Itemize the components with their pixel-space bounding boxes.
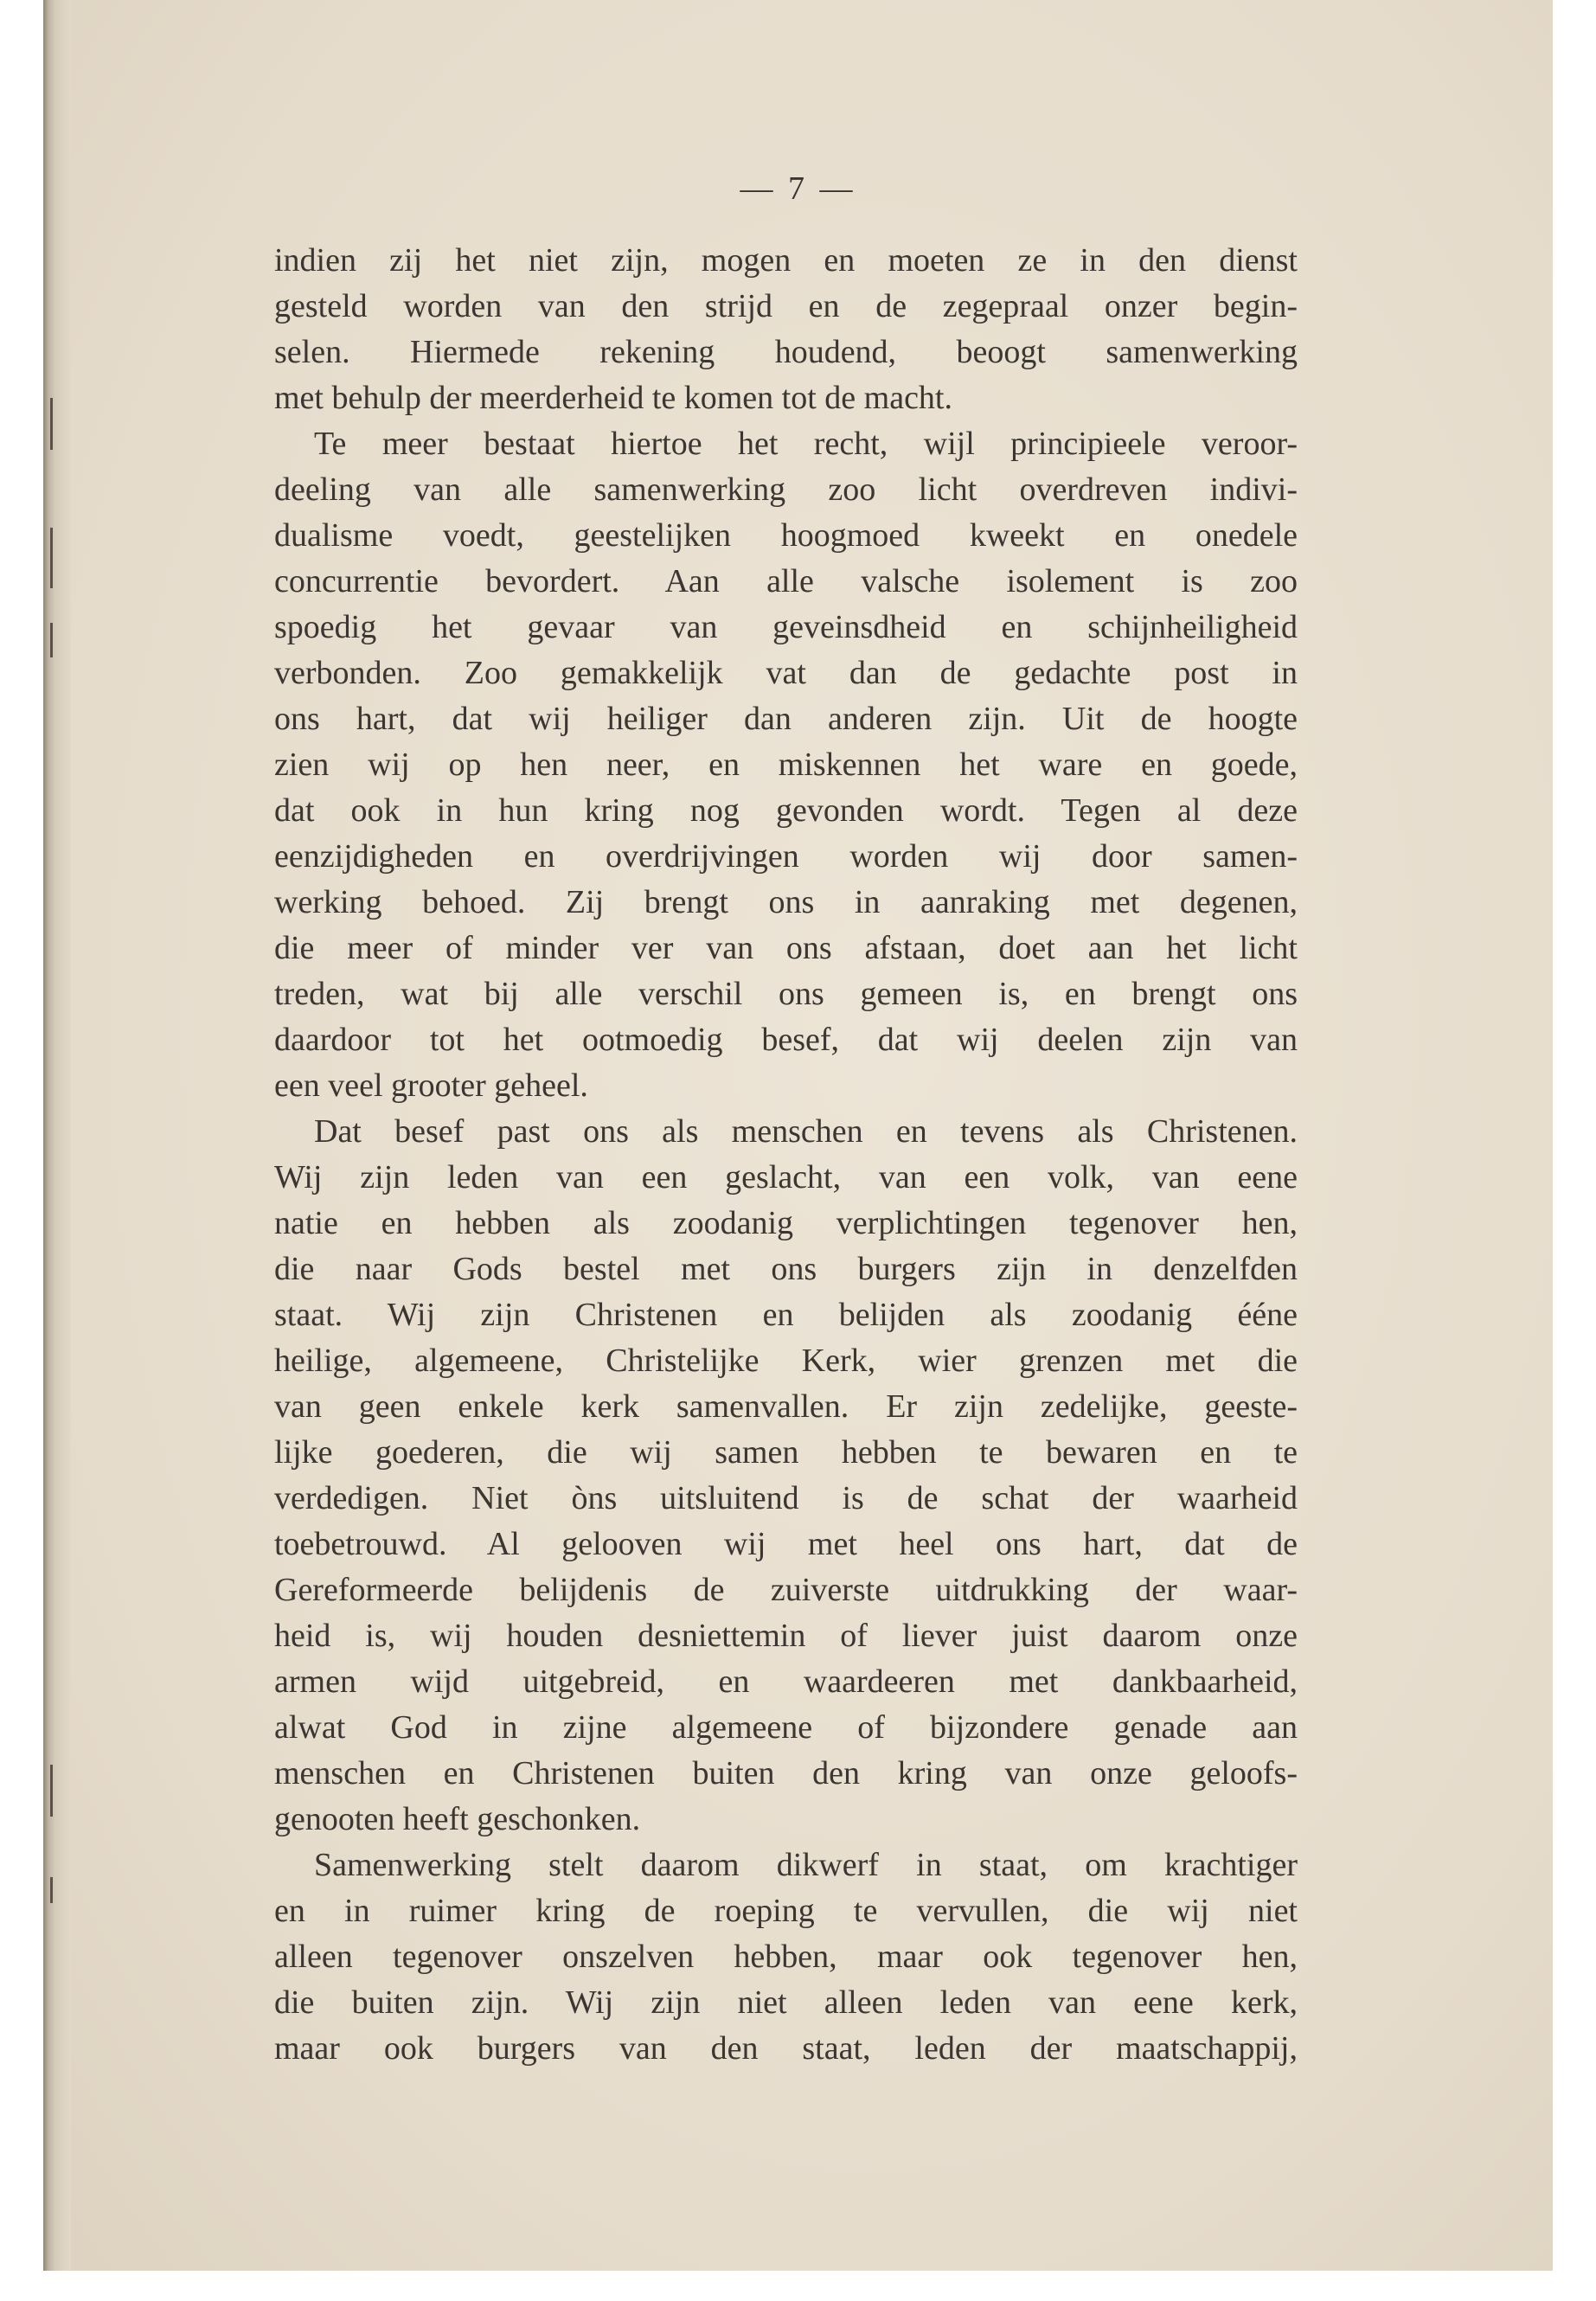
text-line: toebetrouwd. Al gelooven wij met heel ons hart, dat de <box>274 1526 1298 1562</box>
text-line: Wij zijn leden van een geslacht, van een volk, van eene <box>274 1159 1298 1195</box>
text-line: genooten heeft geschonken. <box>274 1801 641 1837</box>
text-line: werking behoed. Zij brengt ons in aanraking met degenen, <box>274 884 1298 920</box>
text-line: die naar Gods bestel met ons burgers zijn in denzelfden <box>274 1251 1298 1287</box>
text-line: Dat besef past ons als menschen en tevens als Christenen. <box>314 1113 1298 1150</box>
text-line: die meer of minder ver van ons afstaan, doet aan het licht <box>274 930 1298 966</box>
text-line: spoedig het gevaar van geveinsdheid en schijnheiligheid <box>274 609 1298 645</box>
text-line: deeling van alle samenwerking zoo licht overdreven indivi- <box>274 471 1298 508</box>
binding-mark <box>50 398 53 450</box>
page-binding-edge <box>43 0 71 2271</box>
text-line: ons hart, dat wij heiliger dan anderen zijn. Uit de hoogte <box>274 701 1298 737</box>
text-line: verdedigen. Niet òns uitsluitend is de schat der waarheid <box>274 1480 1298 1516</box>
text-line: eenzijdigheden en overdrijvingen worden wij door samen- <box>274 838 1298 875</box>
text-line: Gereformeerde belijdenis de zuiverste uitdrukking der waar- <box>274 1572 1298 1608</box>
text-line: maar ook burgers van den staat, leden der maatschappij, <box>274 2030 1298 2067</box>
text-line: treden, wat bij alle verschil ons gemeen is, en brengt ons <box>274 976 1298 1012</box>
text-line: Samenwerking stelt daarom dikwerf in staat, om krachtiger <box>314 1847 1298 1883</box>
text-line: dat ook in hun kring nog gevonden wordt. Tegen al deze <box>274 792 1298 829</box>
text-line: alleen tegenover onszelven hebben, maar ook tegenover hen, <box>274 1939 1298 1975</box>
text-line: van geen enkele kerk samenvallen. Er zijn zedelijke, geeste- <box>274 1388 1298 1425</box>
binding-mark <box>50 623 53 657</box>
text-line: menschen en Christenen buiten den kring van onze geloofs- <box>274 1755 1298 1791</box>
text-line: en in ruimer kring de roeping te vervullen, die wij niet <box>274 1893 1298 1929</box>
binding-mark <box>50 1765 53 1817</box>
text-line: heilige, algemeene, Christelijke Kerk, wier grenzen met die <box>274 1343 1298 1379</box>
text-line: lijke goederen, die wij samen hebben te bewaren en te <box>274 1434 1298 1471</box>
text-line: die buiten zijn. Wij zijn niet alleen leden van eene kerk, <box>274 1984 1298 2021</box>
body-text <box>274 238 1298 2072</box>
text-line: selen. Hiermede rekening houdend, beoogt samenwerking <box>274 334 1298 370</box>
text-line: indien zij het niet zijn, mogen en moeten ze in den dienst <box>274 242 1298 279</box>
text-line: daardoor tot het ootmoedig besef, dat wij deelen zijn van <box>274 1022 1298 1058</box>
text-line: concurrentie bevordert. Aan alle valsche isolement is zoo <box>274 563 1298 599</box>
text-line: heid is, wij houden desniettemin of liever juist daarom onze <box>274 1618 1298 1654</box>
text-line: dualisme voedt, geestelijken hoogmoed kweekt en onedele <box>274 517 1298 554</box>
text-line: verbonden. Zoo gemakkelijk vat dan de gedachte post in <box>274 655 1298 691</box>
binding-mark <box>50 1877 53 1903</box>
text-line: natie en hebben als zoodanig verplichtingen tegenover hen, <box>274 1205 1298 1241</box>
page-number: — 7 — <box>740 170 856 207</box>
binding-mark <box>50 528 53 588</box>
text-line: staat. Wij zijn Christenen en belijden als zoodanig ééne <box>274 1297 1298 1333</box>
text-line: alwat God in zijne algemeene of bijzondere genade aan <box>274 1709 1298 1746</box>
text-line: Te meer bestaat hiertoe het recht, wijl principieele veroor- <box>314 426 1298 462</box>
book-page <box>43 0 1553 2271</box>
text-line: armen wijd uitgebreid, en waardeeren met dankbaarheid, <box>274 1663 1298 1700</box>
text-line: een veel grooter geheel. <box>274 1067 588 1104</box>
text-line: zien wij op hen neer, en miskennen het ware en goede, <box>274 747 1298 783</box>
text-line: met behulp der meerderheid te komen tot de macht. <box>274 380 952 416</box>
text-line: gesteld worden van den strijd en de zegepraal onzer begin- <box>274 288 1298 324</box>
